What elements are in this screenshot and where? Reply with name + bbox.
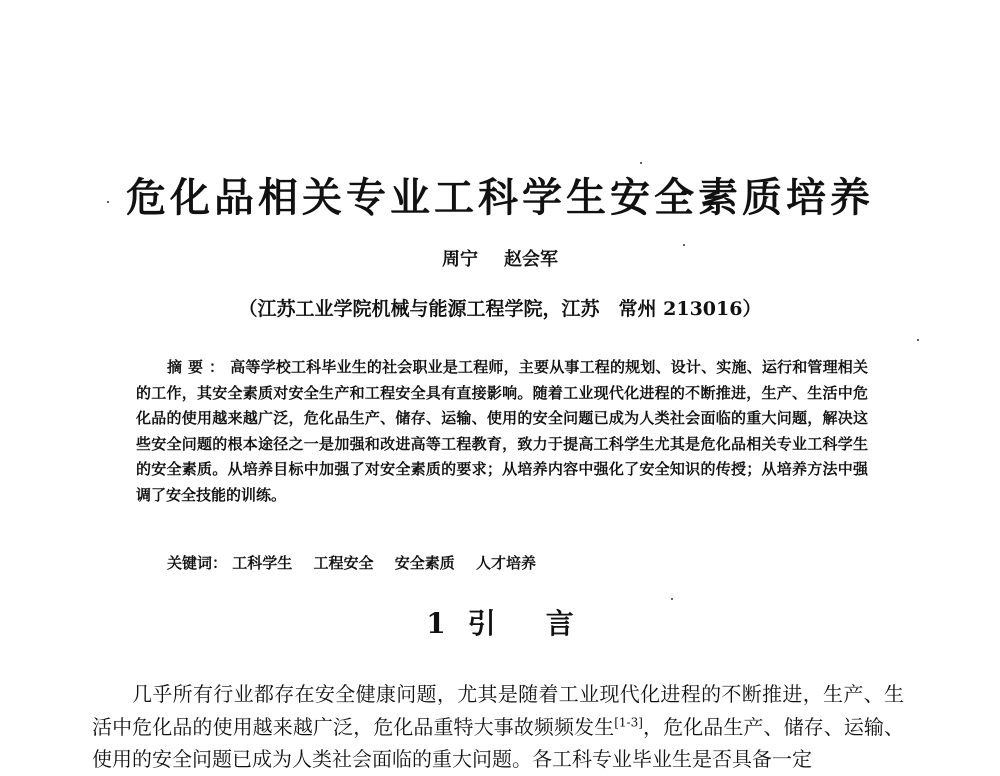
scan-speck <box>107 201 109 203</box>
keyword: 安全素质 <box>394 554 455 572</box>
body-text-part: 几乎所有行业都存在安全健康问题，尤其是随着工业现代化进程的不断推进，生产、生活中危化品的使用越来越广泛，危化品重特大事故频频发生 <box>92 682 904 739</box>
author-list <box>0 248 1000 272</box>
paper-title: 危化品相关专业工科学生安全素质培养 <box>126 174 874 221</box>
abstract <box>136 355 868 508</box>
section-title: 引言 <box>467 607 624 640</box>
scan-speck <box>671 598 673 600</box>
scan-speck <box>917 339 919 341</box>
author-affiliation: （江苏工业学院机械与能源工程学院，江苏 常州 213016） <box>238 298 762 320</box>
author-name: 赵会军 <box>504 249 558 270</box>
citation-reference: [1-3] <box>614 714 643 729</box>
keyword: 人才培养 <box>476 554 537 572</box>
section-number: 1 <box>426 607 446 640</box>
body-paragraph <box>92 678 904 776</box>
author-name: 周宁 <box>442 249 478 270</box>
scan-speck <box>640 162 642 164</box>
keyword: 工科学生 <box>232 554 293 572</box>
keywords <box>167 551 867 575</box>
abstract-text: 高等学校工科毕业生的社会职业是工程师，主要从事工程的规划、设计、实施、运行和管理相关的工作，其安全素质对安全生产和工程安全具有直接影响。随着工业现代化进程的不断推进，生产、生活中危化品的使用越来越广泛，危化品生产、储存、运输、使用的安全问题已成为人类社会面临的重大问题，解决这些安全问题的根本途径之一是加强和改进高等工程教育，致力于提高工科学生尤其是危化品相关专业工科学生的安全素质。从培养目标中加强了对安全素质的要求；从培养内容中强化了安全知识的传授；从培养方法中强调了安全技能的训练。 <box>136 358 868 504</box>
body-text-part: ，危化品生产、储存、运输、使用的安全问题已成为人类社会面临的重大问题。各工科专业毕业生是否具备一定 <box>92 714 905 771</box>
scan-speck <box>683 244 685 246</box>
abstract-label: 摘要： <box>167 358 231 376</box>
keyword: 工程安全 <box>313 554 374 572</box>
section-heading <box>0 606 1000 642</box>
keywords-label: 关键词： <box>167 554 228 572</box>
